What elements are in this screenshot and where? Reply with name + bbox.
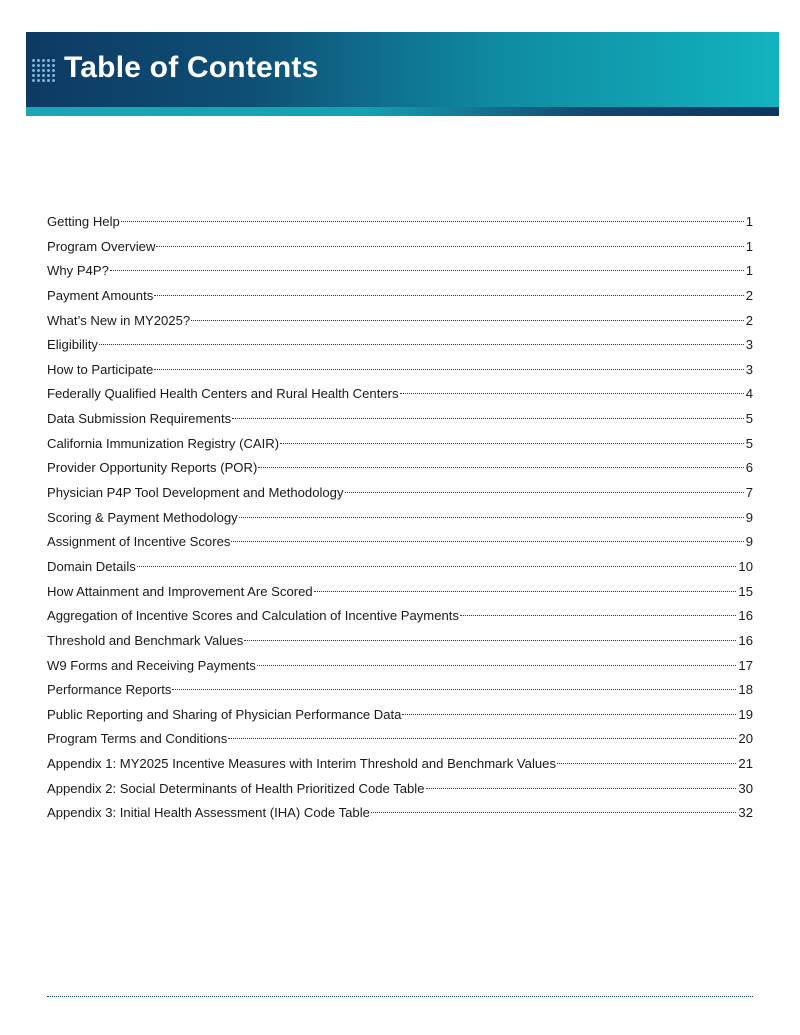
toc-entry-page-number: 6: [745, 460, 753, 476]
toc-dot-leader: [172, 689, 736, 690]
toc-entry-label: Federally Qualified Health Centers and Rural Health Centers: [47, 386, 399, 402]
toc-dot-leader: [400, 393, 744, 394]
toc-entry[interactable]: [47, 703, 753, 728]
toc-entry-page-number: 2: [745, 287, 753, 303]
toc-entry-label: Provider Opportunity Reports (POR): [47, 460, 258, 476]
footer-rule: [47, 996, 753, 997]
toc-entry-page-number: 19: [738, 706, 753, 722]
toc-dot-leader: [244, 640, 736, 641]
toc-entry-page-number: 18: [738, 682, 753, 698]
toc-entry[interactable]: [47, 604, 753, 629]
toc-entry-page-number: 16: [738, 608, 753, 624]
toc-entry-label: Public Reporting and Sharing of Physician Performance Data: [47, 706, 402, 722]
toc-dot-leader: [232, 418, 744, 419]
toc-entry-page-number: 1: [745, 238, 753, 254]
toc-entry-label: Data Submission Requirements: [47, 411, 232, 427]
toc-entry-label: Appendix 1: MY2025 Incentive Measures with Interim Threshold and Benchmark Values: [47, 756, 556, 772]
toc-entry-page-number: 16: [738, 632, 753, 648]
toc-entry-label: Physician P4P Tool Development and Methodology: [47, 485, 344, 501]
toc-dot-leader: [99, 344, 744, 345]
toc-entry-page-number: 2: [745, 312, 753, 328]
toc-entry-label: Getting Help: [47, 214, 120, 229]
toc-entry-label: Appendix 3: Initial Health Assessment (IHA) Code Table: [47, 805, 370, 821]
toc-dot-leader: [258, 467, 743, 468]
toc-entry-page-number: 1: [745, 263, 753, 279]
toc-entry-page-number: 10: [738, 558, 753, 574]
toc-entry[interactable]: [47, 629, 753, 654]
toc-entry[interactable]: [47, 407, 753, 432]
toc-entry[interactable]: [47, 358, 753, 383]
toc-entry[interactable]: [47, 555, 753, 580]
toc-entry-page-number: 30: [738, 780, 753, 796]
toc-entry-label: What’s New in MY2025?: [47, 312, 191, 328]
toc-entry-page-number: 15: [738, 583, 753, 599]
toc-dot-leader: [154, 295, 743, 296]
toc-entry-label: Program Terms and Conditions: [47, 731, 228, 747]
toc-entry-page-number: 9: [745, 509, 753, 525]
toc-entry-label: How Attainment and Improvement Are Scored: [47, 583, 313, 599]
toc-entry[interactable]: [47, 432, 753, 457]
page-title: Table of Contents: [64, 51, 319, 84]
toc-entry-page-number: 7: [745, 485, 753, 501]
toc-entry[interactable]: [47, 259, 753, 284]
dot-grid-icon: [32, 59, 54, 81]
banner-stripe: [26, 107, 779, 116]
toc-entry-page-number: 32: [738, 805, 753, 821]
toc-dot-leader: [402, 714, 736, 715]
toc-dot-leader: [314, 591, 737, 592]
toc-dot-leader: [231, 541, 743, 542]
toc-entry-label: Assignment of Incentive Scores: [47, 534, 231, 550]
toc-entry[interactable]: [47, 580, 753, 605]
toc-entry-page-number: 9: [745, 534, 753, 550]
toc-entry-label: Appendix 2: Social Determinants of Health Prioritized Code Table: [47, 780, 425, 796]
toc-entry[interactable]: [47, 654, 753, 679]
toc-entry-page-number: 17: [738, 657, 753, 673]
toc-entry-label: Threshold and Benchmark Values: [47, 632, 244, 648]
toc-entry-label: California Immunization Registry (CAIR): [47, 435, 280, 451]
toc-entry[interactable]: [47, 506, 753, 531]
toc-entry[interactable]: [47, 382, 753, 407]
toc-dot-leader: [460, 615, 736, 616]
toc-entry-label: Performance Reports: [47, 682, 172, 698]
toc-entry-label: Payment Amounts: [47, 287, 154, 303]
toc-entry-label: Aggregation of Incentive Scores and Calculation of Incentive Payments: [47, 608, 459, 624]
toc-entry-page-number: 1: [745, 214, 753, 229]
toc-entry-page-number: 5: [745, 435, 753, 451]
toc-entry-label: Why P4P?: [47, 263, 109, 279]
toc-dot-leader: [156, 246, 743, 247]
toc-entry-label: Domain Details: [47, 558, 136, 574]
toc-entry-page-number: 5: [745, 411, 753, 427]
toc-dot-leader: [345, 492, 744, 493]
toc-dot-leader: [110, 270, 744, 271]
toc-entry-label: W9 Forms and Receiving Payments: [47, 657, 256, 673]
header-banner: [26, 32, 779, 116]
toc-entry-label: Scoring & Payment Methodology: [47, 509, 238, 525]
toc-entry[interactable]: [47, 727, 753, 752]
toc-entry[interactable]: [47, 309, 753, 334]
table-of-contents: [47, 210, 753, 826]
toc-dot-leader: [557, 763, 736, 764]
toc-dot-leader: [371, 812, 737, 813]
toc-entry[interactable]: [47, 235, 753, 260]
toc-dot-leader: [280, 443, 744, 444]
toc-dot-leader: [121, 221, 744, 222]
toc-entry-page-number: 3: [745, 337, 753, 353]
toc-entry-page-number: 4: [745, 386, 753, 402]
toc-entry[interactable]: [47, 456, 753, 481]
toc-entry[interactable]: [47, 678, 753, 703]
toc-entry-label: Eligibility: [47, 337, 98, 353]
toc-entry-page-number: 3: [745, 361, 753, 377]
toc-dot-leader: [239, 517, 744, 518]
toc-entry[interactable]: [47, 210, 753, 235]
toc-entry-page-number: 21: [738, 756, 753, 772]
toc-entry-page-number: 20: [738, 731, 753, 747]
toc-entry[interactable]: [47, 530, 753, 555]
toc-dot-leader: [137, 566, 737, 567]
toc-entry[interactable]: [47, 333, 753, 358]
toc-dot-leader: [426, 788, 737, 789]
toc-dot-leader: [191, 320, 744, 321]
toc-entry[interactable]: [47, 801, 753, 826]
toc-dot-leader: [257, 665, 737, 666]
toc-entry[interactable]: [47, 481, 753, 506]
toc-entry[interactable]: [47, 752, 753, 777]
toc-entry[interactable]: [47, 777, 753, 802]
toc-dot-leader: [228, 738, 736, 739]
toc-dot-leader: [154, 369, 743, 370]
toc-entry-label: How to Participate: [47, 361, 154, 377]
toc-entry[interactable]: [47, 284, 753, 309]
toc-entry-label: Program Overview: [47, 238, 156, 254]
